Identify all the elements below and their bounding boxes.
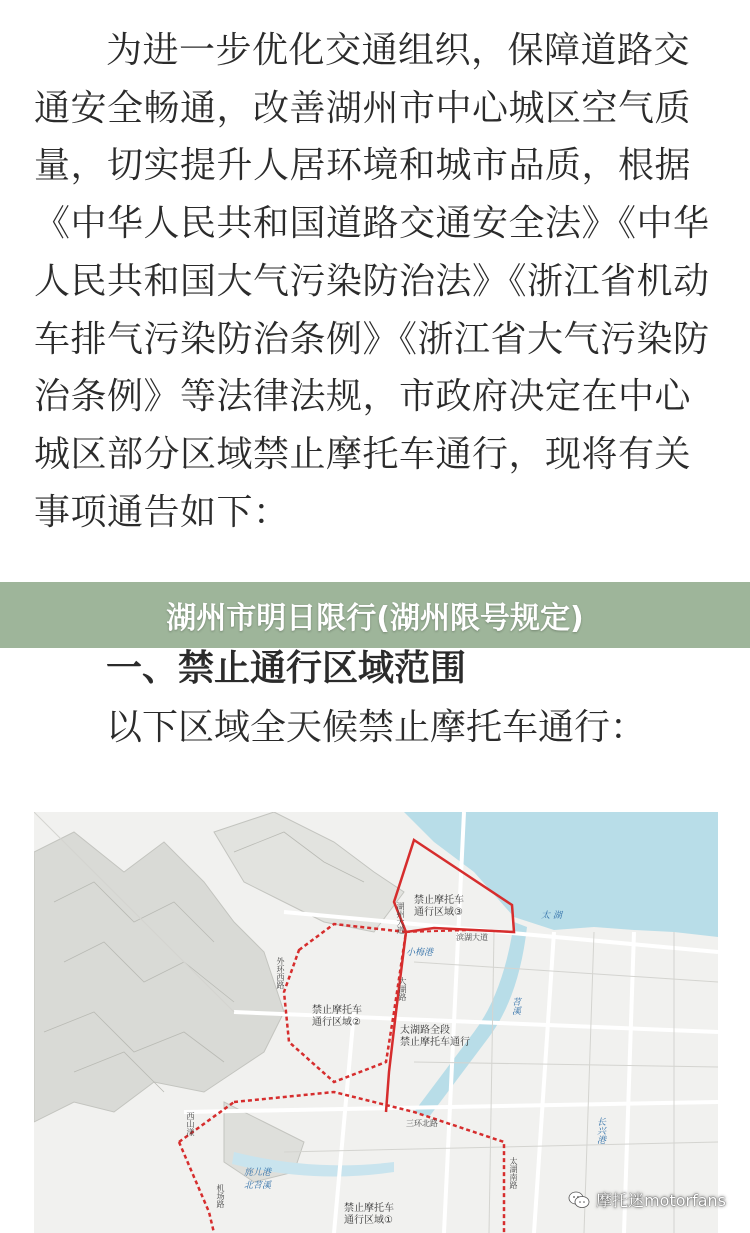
zone2-boundary — [284, 924, 406, 1082]
road-label-r5: 苕溪 — [510, 997, 520, 1015]
road-label-r10: 太湖南路 — [509, 1157, 518, 1189]
section-text: 以下区域全天候禁止摩托车通行： — [106, 707, 647, 748]
road-label-r7: 北苕溪 — [244, 1181, 272, 1191]
zone3-label: 禁止摩托车 通行区域③ — [414, 895, 464, 918]
watermark-text: 摩托迷motorfans — [596, 1191, 726, 1210]
section-heading: 一、禁止通行区域范围 — [106, 648, 467, 689]
wechat-icon — [568, 1191, 590, 1209]
map-graphic — [34, 812, 718, 1233]
taihu-road-line — [386, 932, 406, 1112]
taihu-road-label: 太湖路全段 禁止摩托车通行 — [400, 1025, 470, 1048]
road-label-r8: 长兴港 — [595, 1117, 605, 1144]
road-label-r3: 外环西路 — [276, 957, 285, 989]
zone1-label: 禁止摩托车 通行区域① — [344, 1203, 394, 1226]
road-label-r6: 机场路 — [216, 1184, 225, 1208]
banner-title: 湖州市明日限行(湖州限号规定) — [166, 601, 584, 636]
watermark — [568, 1188, 726, 1211]
road-label-r9: 大湖路 — [398, 977, 407, 1001]
zone2-label: 禁止摩托车 通行区域② — [312, 1005, 362, 1028]
title-banner — [0, 582, 750, 648]
lake-label: 太 湖 — [541, 911, 562, 921]
road-label-r11: 旄儿港 — [244, 1168, 272, 1178]
notice-paragraph: 为进一步优化交通组织，保障道路交通安全畅通，改善湖州市中心城区空气质量，切实提升人居环境和城市品质，根据《中华人民共和国道路交通安全法》《中华人民共和国大气污染防治法》《浙江省机动车排气污染防治条例》《浙江省大气污染防治条例》等法律法规，市政府决定在中心城区部分区域禁止摩托车通行，现将有关事项通告如下： — [34, 30, 710, 533]
road-label-binhu: 滨湖大道 — [456, 933, 488, 942]
road-label-r2: 湖州大道 — [396, 902, 405, 934]
road-label-r1: 小梅港 — [406, 948, 434, 958]
road-label-r4: 西山漾 — [186, 1112, 195, 1136]
road-label-sanhuan: 三环北路 — [406, 1119, 438, 1128]
restriction-map — [34, 812, 718, 1233]
